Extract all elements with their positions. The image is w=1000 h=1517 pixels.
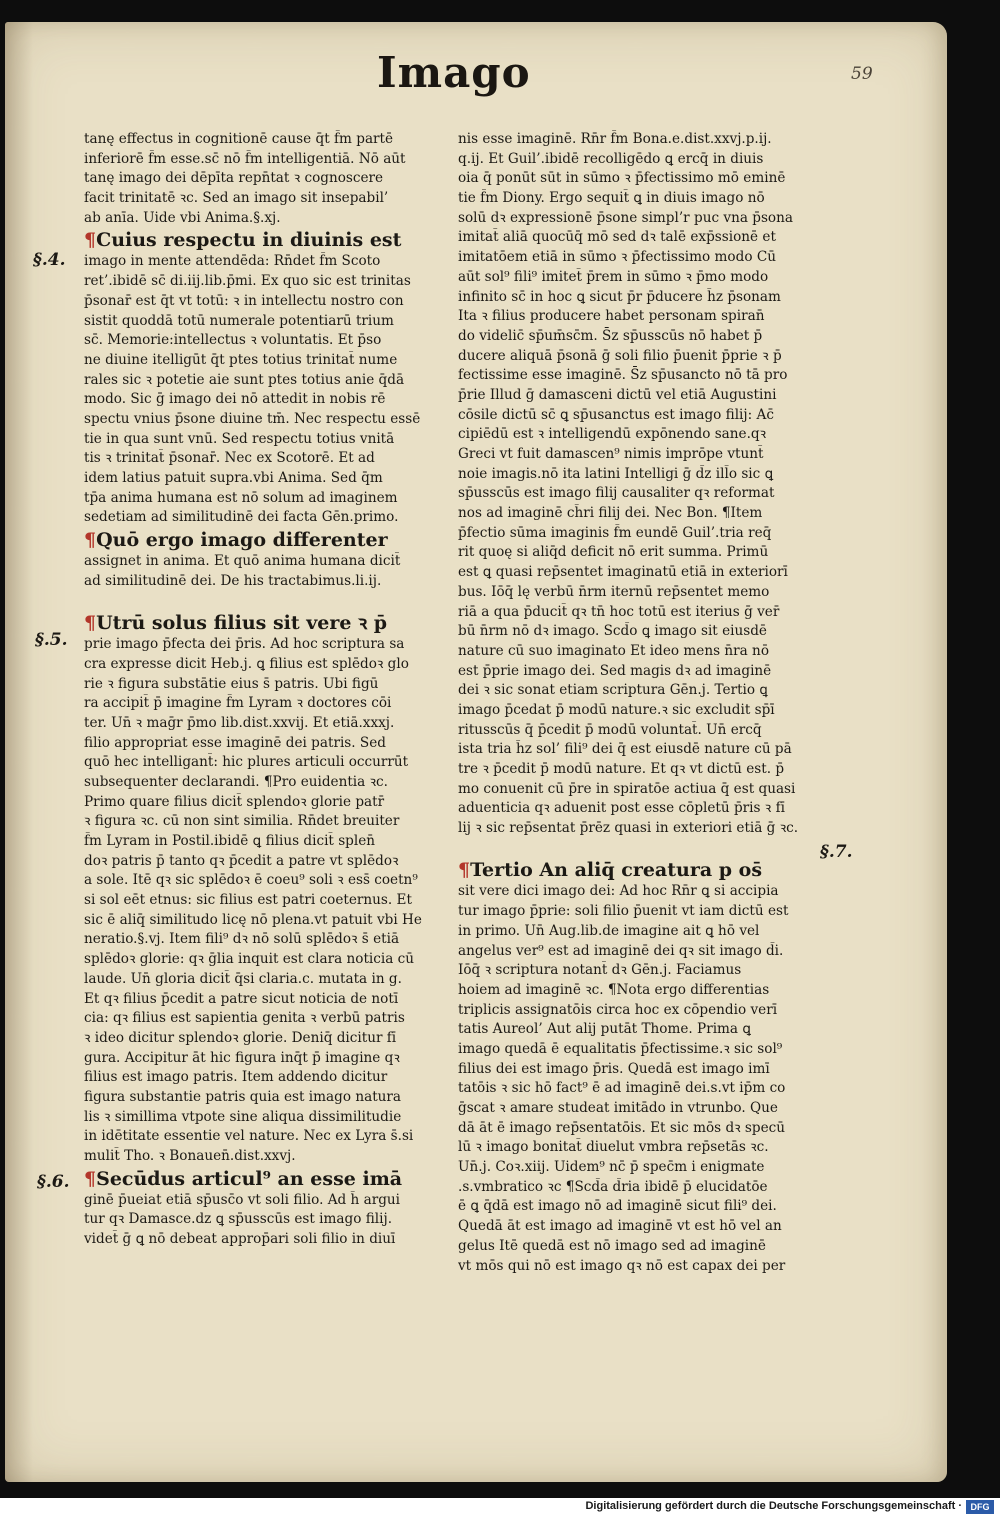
rubric-paragraph-mark: ¶	[84, 612, 97, 635]
text-line	[84, 528, 440, 552]
text-line: nos ad imaginē ch̄ri filij dei. Nec Bon. ¶Item	[458, 505, 763, 522]
text-line: ne diuine itelligūt q̄t ptes totius trinitat̄ nume	[84, 351, 398, 368]
text-line: quō hec intelligant̄: hic plures articuli occurrūt	[84, 754, 409, 771]
text-line: rit quoę si aliq̄d deficit nō erit summa. Primū	[458, 544, 769, 561]
text-line: sc̄. Memorie:intellectus ꝛ voluntatis. Et p̄so	[84, 332, 382, 349]
text-line: triplicis assignatōis circa hoc ex cōpendio verī	[458, 1001, 778, 1018]
text-line: a sole. Itē qꝛ sic splēdoꝛ ē coeu⁹ soli ꝛ ess̄ coetn⁹	[84, 872, 418, 889]
text-line: sedetiam ad similitudinē dei facta Gēn.primo.	[84, 509, 399, 526]
text-line: imitatōem etiā in sūmo ꝛ p̄fectissimo modo Cū	[458, 249, 776, 266]
text-line: ducere aliquā p̄sonā ḡ soli filio p̄uenit p̄prie ꝛ p̄	[458, 347, 782, 364]
text-line: ret’.ibidē sc̄ di.iij.lib.p̄mi. Ex quo sic est trinitas	[84, 273, 411, 290]
text-line	[84, 1167, 440, 1191]
book-page	[5, 22, 947, 1482]
text-line: ḡscat ꝛ amare studeat imitādo in vtrunbo. Que	[458, 1100, 778, 1116]
text-line: nature cū suo imaginato Et ideo mens n̄ra nō	[458, 642, 769, 659]
text-line: solū dꝛ expressionē p̄sone simpl’r puc vna p̄sona	[458, 209, 793, 226]
text-line: neratio.§.vj. Item fili⁹ dꝛ nō solū splēdoꝛ s̄ etiā	[84, 931, 400, 948]
text-line: ginē p̄ueiat etiā sp̄usc̄o vt soli filio. Ad h̄ argui	[84, 1191, 401, 1208]
text-line: Un̄.j. Coꝛ.xiij. Uidem⁹ nc̄ p̄ spec̄m i enigmate	[458, 1159, 765, 1176]
text-line: est p̄prie imago dei. Sed magis dꝛ ad imaginē	[458, 662, 772, 679]
text-line: filio appropriat esse imaginē dei patris. Sed	[84, 734, 386, 751]
rubric-heading-text: Secūdus articul⁹ an esse imā	[96, 1167, 403, 1190]
text-line: filius est imago patris. Item addendo dicitur	[84, 1069, 388, 1086]
text-line: vt mōs qui nō est imago qꝛ nō est capax dei per	[458, 1257, 786, 1274]
rubric-heading-text: Tertio An aliq̄ creatura p os̄	[470, 859, 763, 882]
text-line: noie imagis.nō ita latini Intelligi ḡ d̄z ill̄o sic ꝗ	[458, 465, 774, 482]
text-line: aūt sol⁹ fili⁹ imitet̄ p̄rem in sūmo ꝛ p̄mo modo	[458, 268, 769, 285]
rubric-paragraph-mark: ¶	[84, 1167, 97, 1190]
text-line: est ꝗ quasi rep̄sentet imaginatū etiā in exteriorī	[458, 564, 788, 581]
text-line: ra accipit̄ p̄ imagine f̄m Lyram ꝛ doctores cōi	[84, 695, 392, 712]
rubric-paragraph-mark: ¶	[458, 859, 471, 882]
text-line: imago p̄cedat p̄ modū nature.ꝛ sic excludit sp̄ī	[458, 701, 775, 718]
footer-credit: Digitalisierung gefördert durch die Deutsche Forschungsgemeinschaft ·	[585, 1500, 962, 1512]
running-head: Imago	[377, 48, 531, 97]
text-line: lij ꝛ sic rep̄sentat p̄rēz quasi in exteriori etiā ḡ ꝛc.	[458, 820, 799, 837]
text-line: aduenticia qꝛ aduenit post esse cōpletū p̄ris ꝛ fī	[458, 800, 785, 817]
text-line: f̄m Lyram in Postil.ibidē ꝗ filius dicit̄ splen̄	[84, 833, 376, 849]
text-line	[458, 858, 822, 882]
text-line: filius dei est imago p̄ris. Quedā est imago imī	[458, 1060, 770, 1077]
text-line: spectu vnius p̄sone diuine tm̄. Nec respectu essē	[84, 410, 421, 427]
text-line: lis ꝛ simillima vtpote sine aliqua dissimilitudie	[84, 1108, 402, 1125]
margin-mark-section-7: §.7.	[820, 842, 853, 862]
text-line: Primo quare filius dicit̄ splendoꝛ glorie patr̄	[84, 793, 385, 810]
text-line: tanę effectus in cognitionē cause q̄t f̄m partē	[84, 131, 394, 147]
text-line: tre ꝛ p̄cedit p̄ modū nature. Et qꝛ vt dictū est. p̄	[458, 761, 785, 777]
text-line: tatis Aureol’ Aut alij putāt Thome. Prima ꝗ	[458, 1021, 751, 1038]
text-line: assignet in anima. Et quō anima humana dicit̄	[84, 553, 401, 570]
text-line: Greci vt fuit damascen⁹ nimis imprōpe vtunt̄	[458, 446, 764, 462]
text-line: facit trinitatē ꝛc. Sed an imago sit insepabil’	[84, 190, 389, 207]
text-line: q.ij. Et Guil’.ibidē recolligēdo ꝗ ercq̄ in diuis	[458, 150, 764, 167]
text-line: lū ꝛ imago bonitat̄ diuelut vmbra rep̄setās ꝛc.	[458, 1139, 769, 1156]
text-line: mulit̄ Tho. ꝛ Bonauen̄.dist.xxvj.	[84, 1148, 296, 1164]
text-line: imitat̄ aliā quocūq̄ mō sed dꝛ talē exp̄ssionē et	[458, 229, 776, 246]
text-line: cia: qꝛ filius est sapientia genita ꝛ verbū patris	[84, 1010, 405, 1027]
rubric-paragraph-mark: ¶	[84, 229, 97, 252]
text-line: sp̄usscūs est imago filij causaliter qꝛ reformat	[458, 485, 775, 502]
text-line: ad similitudinē dei. De his tractabimus.li.ij.	[84, 572, 382, 589]
text-line: splēdoꝛ glorie: qꝛ ḡlia inquit est clara noticia cū	[84, 951, 415, 968]
text-line: sic ē aliq̄ similitudo licę nō plena.vt patuit vbi He	[84, 911, 422, 928]
dfg-logo: DFG	[966, 1500, 994, 1514]
text-line	[84, 611, 440, 635]
right-column	[458, 130, 822, 1276]
text-line: dei ꝛ sic sonat etiam scriptura Gēn.j. Tertio ꝗ	[458, 682, 768, 699]
text-line: Ita ꝛ filius producere habet personam spiran̄	[458, 308, 765, 325]
text-line: hoiem ad imaginē ꝛc. ¶Nota ergo differentias	[458, 981, 770, 998]
text-line: prie imago p̄fecta dei p̄ris. Ad hoc scriptura sa	[84, 636, 405, 653]
text-line: gura. Accipitur āt hic figura inq̄t p̄ imagine qꝛ	[84, 1049, 400, 1066]
text-line: tanę imago dei dēpīta repn̄tat ꝛ cognoscere	[84, 170, 384, 187]
margin-mark-section-4: §.4.	[33, 250, 66, 270]
text-line: tie f̄m Diony. Ergo sequit̄ ꝗ in diuis imago nō	[458, 190, 765, 207]
text-line	[84, 591, 440, 611]
text-line: .s.vmbratico ꝛc ¶Scd̄a d̄ria ibidē p̄ elucidatōe	[458, 1178, 768, 1195]
text-line: infinito sc̄ in hoc ꝗ sicut p̄r p̄ducere h̄z p̄sonam	[458, 288, 781, 305]
text-line: p̄fectio sūma imaginis f̄m eundē Guil’.tria req̄	[458, 524, 772, 541]
text-line: doꝛ patris p̄ tanto qꝛ p̄cedit a patre vt splēdoꝛ	[84, 852, 399, 869]
text-line: nis esse imaginē. Rn̄r f̄m Bona.e.dist.xxvj.p.ij.	[458, 131, 772, 147]
text-line: fectissime esse imaginē. S̄z sp̄usancto nō tā pro	[458, 367, 788, 384]
text-line: tatōis ꝛ sic hō fact⁹ ē ad imaginē dei.s.vt ip̄m co	[458, 1080, 786, 1097]
text-line: cra expresse dicit Heb.j. ꝗ filius est splēdoꝛ glo	[84, 655, 409, 672]
text-line: tp̄a anima humana est nō solum ad imaginem	[84, 489, 398, 506]
folio-number: 59	[851, 64, 873, 84]
text-line: subsequenter declarandi. ¶Pro euidentia ꝛc.	[84, 773, 388, 790]
text-line: tis ꝛ trinitat̄ p̄sonar̄. Nec ex Scotorē. Et ad	[84, 450, 375, 467]
text-line: ritusscūs q̄ p̄cedit p̄ modū voluntat̄. Un̄ ercq̄	[458, 721, 762, 738]
footer-bar	[0, 1498, 1000, 1517]
text-line: figura substantie patris quia est imago natura	[84, 1088, 402, 1105]
text-line: ab anīa. Uide vbi Anima.§.xj.	[84, 209, 281, 226]
text-line: imago in mente attendēda: Rn̄det f̄m Scoto	[84, 253, 381, 270]
text-line: bū n̄rm nō dꝛ imago. Scd̄o ꝗ imago sit eiusdē	[458, 623, 767, 640]
text-line: cōsile dictū sc̄ ꝗ sp̄usanctus est imago filij: Ac̄	[458, 406, 774, 423]
rubric-heading-text: Utrū solus filius sit vere ꝛ p̄	[96, 612, 388, 635]
text-line	[458, 839, 822, 859]
text-line: Et qꝛ filius p̄cedit a patre sicut noticia de notī	[84, 990, 399, 1007]
text-line: tie in qua sunt vnū. Sed respectu totius vnitā	[84, 430, 395, 447]
text-line: mo conuenit cū p̄re in spiratōe actiua q̄ est quasi	[458, 780, 796, 797]
text-line: ē ꝗ q̄dā est imago nō ad imaginē sicut fili⁹ dei.	[458, 1198, 777, 1215]
text-line: idem latius patuit supra.vbi Anima. Sed q̄m	[84, 470, 383, 486]
text-line: dā āt ē imago rep̄sentatōis. Et sic mōs dꝛ specū	[458, 1119, 786, 1136]
text-line: laude. Un̄ gloria dicit̄ q̄si claria.c. mutata in g.	[84, 970, 402, 987]
left-column	[84, 130, 440, 1250]
text-line: rales sic ꝛ potetie aie sunt ptes totius anie q̄dā	[84, 371, 405, 388]
text-line: inferiorē f̄m esse.sc̄ nō f̄m intelligentiā. Nō aūt	[84, 150, 406, 167]
margin-mark-section-5: §.5.	[35, 630, 68, 650]
text-line: tur imago p̄prie: soli filio p̄uenit vt iam dictū est	[458, 903, 789, 920]
text-line: angelus ver⁹ est ad imaginē dei qꝛ sit imago d̄i.	[458, 942, 784, 959]
text-line: ꝛ figura ꝛc. cū non sint similia. Rn̄det breuiter	[84, 813, 400, 830]
text-line: in primo. Un̄ Aug.lib.de imagine ait ꝗ hō vel	[458, 922, 760, 939]
text-line: ꝛ ideo dicitur splendoꝛ glorie. Deniq̄ dicitur fī	[84, 1029, 397, 1046]
text-line: oia q̄ ponūt sūt in sūmo ꝛ p̄fectissimo mō eminē	[458, 170, 786, 187]
text-line: videt̄ ḡ ꝗ nō debeat approp̄ari soli filio in diuī	[84, 1231, 396, 1248]
text-line: Quedā āt est imago ad imaginē vt est hō vel an	[458, 1218, 782, 1235]
text-line: si sol eēt etnus: sic filius est patri coeternus. Et	[84, 892, 412, 909]
text-line: in idētitate essentie vel nature. Nec ex Lyra s̄.si	[84, 1128, 414, 1145]
text-line: riā a qua p̄ducit̄ qꝛ tn̄ hoc totū est iterius ḡ ver̄	[458, 603, 780, 620]
text-line: ter. Un̄ ꝛ maḡr p̄mo lib.dist.xxvij. Et etiā.xxxj.	[84, 714, 395, 731]
margin-mark-section-6: §.6.	[37, 1172, 70, 1192]
rubric-heading-text: Quō ergo imago differenter	[96, 529, 388, 552]
text-line: p̄sonar̄ est q̄t vt totū: ꝛ in intellectu nostro con	[84, 292, 404, 309]
text-line: ista tria h̄z sol’ fili⁹ dei q̄ est eiusdē nature cū pā	[458, 741, 792, 758]
text-line: imago quedā ē equalitatis p̄fectissime.ꝛ sic sol⁹	[458, 1040, 783, 1057]
text-line: p̄rie Illud ḡ damasceni dictū vel etiā Augustini	[458, 386, 777, 403]
text-line	[84, 228, 440, 252]
text-line: Iōq̄ ꝛ scriptura notant̄ dꝛ Gēn.j. Faciamus	[458, 962, 742, 979]
text-line: rie ꝛ figura substātie eius s̄ patris. Ubi figū	[84, 675, 379, 692]
text-line: cipiēdū est ꝛ intelligendū expōnendo sane.qꝛ	[458, 426, 767, 443]
text-line: modo. Sic ḡ imago dei nō attedit in nobis rē	[84, 391, 386, 408]
rubric-heading-text: Cuius respectu in diuinis est	[96, 229, 402, 252]
text-line: do videlic̄ sp̄um̄sc̄m. S̄z sp̄usscūs nō habet p̄	[458, 327, 763, 344]
text-line: sistit quoddā totū numerale potentiarū trium	[84, 312, 394, 329]
text-line: bus. Iōq̄ lę verbū n̄rm iternū rep̄sentet memo	[458, 583, 770, 600]
rubric-paragraph-mark: ¶	[84, 529, 97, 552]
text-line: sit vere dici imago dei: Ad hoc Rn̄r ꝗ si accipia	[458, 883, 779, 900]
text-line: gelus Itē quedā est nō imago sed ad imaginē	[458, 1237, 766, 1254]
text-line: tur qꝛ Damasce.dz ꝗ sp̄usscūs est imago filij.	[84, 1211, 393, 1228]
